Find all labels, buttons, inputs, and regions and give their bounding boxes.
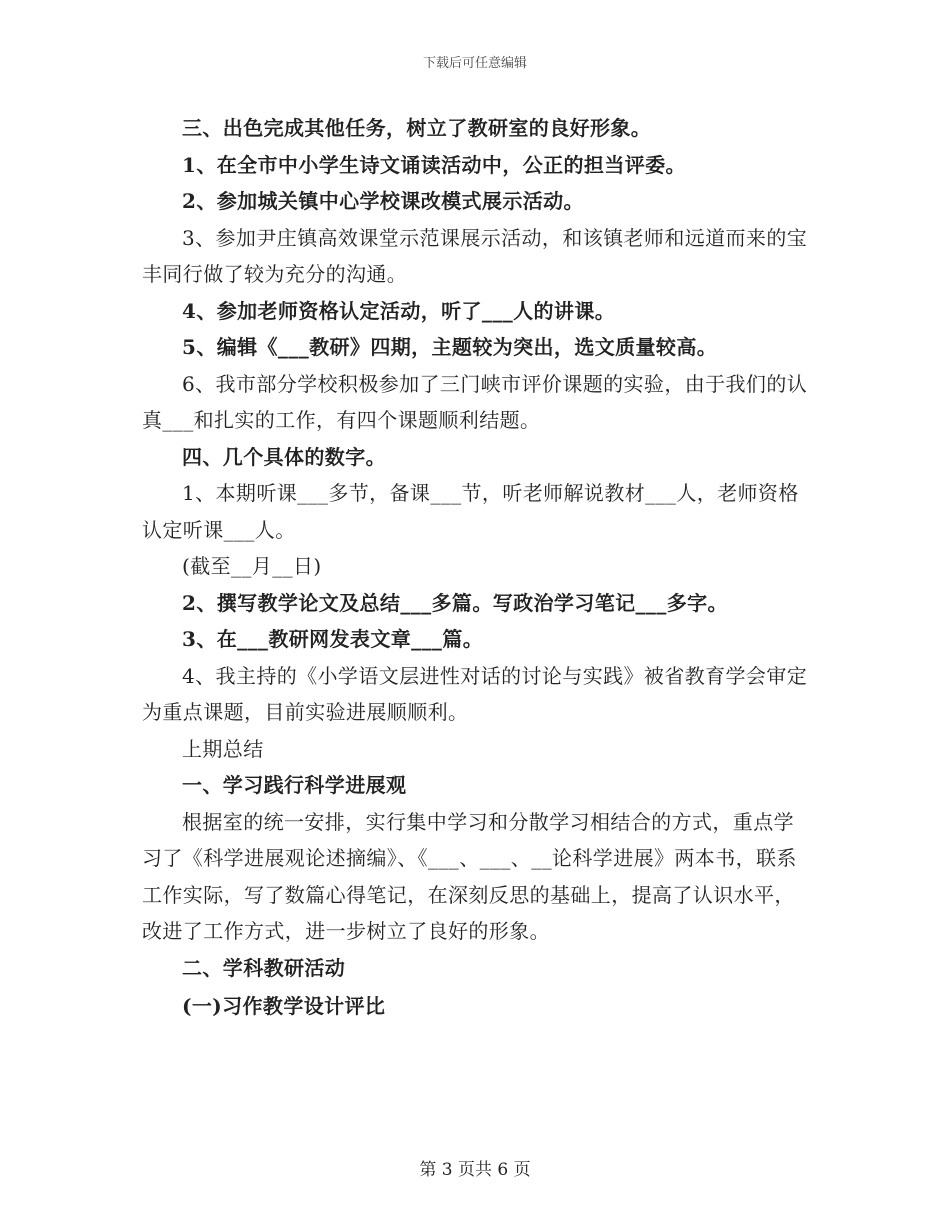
paragraph-item: 1、在全市中小学生诗文诵读活动中，公正的担当评委。 [182,152,686,177]
paragraph-item: 4、我主持的《小学语文层进性对话的讨论与实践》被省教育学会审定为重点课题，目前实验进展顺顺利。 [142,663,808,724]
date-note: (截至__月__日) [182,554,322,578]
heading-section-one: 一、学习践行科学进展观 [182,773,407,797]
paragraph-item: 6、我市部分学校积极参加了三门峡市评价课题的实验，由于我们的认真___和扎实的工作，有四个课题顺利结题。 [142,371,808,432]
subtitle-previous-summary: 上期总结 [182,736,264,761]
page-header: 下载后可任意编辑 [422,56,527,71]
document-body [142,110,814,1025]
paragraph-item: 2、撰写教学论文及总结___多篇。写政治学习笔记___多字。 [182,590,728,615]
page-footer: 第 3 页共 6 页 [419,1160,531,1180]
paragraph-item: 1、本期听课___多节，备课___节，听老师解说教材___人，老师资格认定听课___人。 [142,481,799,542]
heading-section-two: 二、学科教研活动 [182,955,346,980]
heading-section-four: 四、几个具体的数字。 [182,444,386,469]
paragraph-item: 3、参加尹庄镇高效课堂示范课展示活动，和该镇老师和远道而来的宝丰同行做了较为充分的沟通。 [142,225,808,286]
paragraph-item: 5、编辑《___教研》四期，主题较为突出，选文质量较高。 [182,335,718,359]
paragraph-body: 根据室的统一安排，实行集中学习和分散学习相结合的方式，重点学习了《科学进展观论述摘编》、《___、___、__论科学进展》两本书，联系工作实际，写了数篇心得笔记，在深刻反思的基础上，提高了认识水平，改进了工作方式，进一步树立了良好的形象。 [142,809,797,943]
heading-subsection-one: (一)习作教学设计评比 [182,994,386,1018]
paragraph-item: 4、参加老师资格认定活动，听了___人的讲课。 [182,298,616,323]
paragraph-item: 2、参加城关镇中心学校课改模式展示活动。 [182,189,584,213]
heading-section-three: 三、出色完成其他任务，树立了教研室的良好形象。 [182,116,652,140]
paragraph-item: 3、在___教研网发表文章___篇。 [182,627,484,651]
